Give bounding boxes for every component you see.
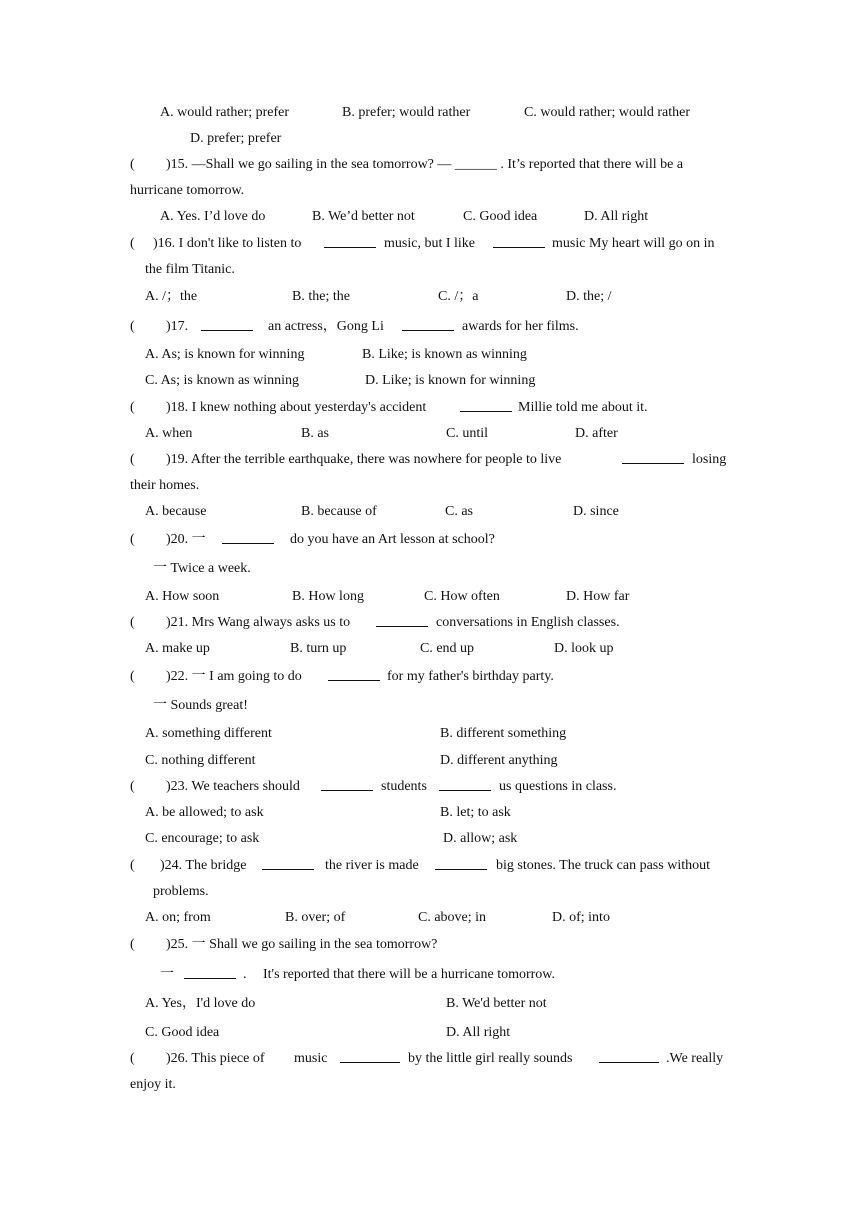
q21-option-d: D. look up	[554, 641, 614, 656]
q20-paren: (	[130, 532, 135, 547]
q24-option-b: B. over; of	[285, 910, 346, 925]
q17-blank-1	[201, 318, 253, 331]
q21-stem-part2: conversations in English classes.	[436, 615, 620, 630]
q23-option-b: B. let; to ask	[440, 805, 511, 820]
q14-option-c: C. would rather; would rather	[524, 105, 691, 120]
q24-blank-1	[262, 857, 314, 870]
q25-paren: (	[130, 937, 135, 952]
q18-paren: (	[130, 400, 135, 415]
q15-paren: (	[130, 157, 135, 172]
q26-stem-part4: .We really	[666, 1051, 724, 1066]
q18-option-d: D. after	[575, 426, 618, 441]
q22-stem-part1: )22. 一 I am going to do	[166, 669, 302, 684]
q19-option-c: C. as	[445, 504, 473, 519]
q15-stem: )15. —Shall we go sailing in the sea tomorrow? — ______ . It’s reported that there will be a	[166, 157, 684, 172]
q15-option-b: B. We’d better not	[312, 209, 415, 224]
q19-option-a: A. because	[145, 504, 207, 519]
q22-option-c: C. nothing different	[145, 753, 256, 768]
q20-option-b: B. How long	[292, 589, 364, 604]
q16-option-d: D. the; /	[566, 289, 612, 304]
q21-stem-part1: )21. Mrs Wang always asks us to	[166, 615, 351, 630]
q16-option-c: C. /；a	[438, 289, 479, 304]
q22-option-b: B. different something	[440, 726, 567, 741]
q21-option-a: A. make up	[145, 641, 210, 656]
q17-blank-2	[402, 318, 454, 331]
q14-option-a: A. would rather; prefer	[160, 105, 290, 120]
q26-blank-2	[599, 1050, 659, 1063]
q18-blank	[460, 399, 512, 412]
q16-paren: (	[130, 236, 135, 251]
q26-blank-1	[340, 1050, 400, 1063]
q17-option-d: D. Like; is known for winning	[365, 373, 536, 388]
q26-paren: (	[130, 1051, 135, 1066]
q22-paren: (	[130, 669, 135, 684]
q26-stem-cont: enjoy it.	[130, 1077, 176, 1092]
q16-stem-part2: music, but I like	[384, 236, 475, 251]
q17-stem-part2: an actress，Gong Li	[268, 319, 384, 334]
q25-reply-text: It's reported that there will be a hurricane tomorrow.	[263, 967, 556, 982]
q24-stem-part1: )24. The bridge	[160, 858, 247, 873]
q24-option-d: D. of; into	[552, 910, 610, 925]
q19-stem-cont: their homes.	[130, 478, 200, 493]
q23-option-a: A. be allowed; to ask	[145, 805, 264, 820]
q20-reply: 一 Twice a week.	[153, 561, 251, 576]
q21-option-c: C. end up	[420, 641, 475, 656]
q26-stem-part1: )26. This piece of	[166, 1051, 265, 1066]
q23-paren: (	[130, 779, 135, 794]
q15-option-a: A. Yes. I’d love do	[160, 209, 266, 224]
q25-option-a: A. Yes，I'd love do	[145, 996, 256, 1011]
q22-reply: 一 Sounds great!	[153, 698, 248, 713]
q24-blank-2	[435, 857, 487, 870]
q23-stem-part1: )23. We teachers should	[166, 779, 300, 794]
q19-stem-part1: )19. After the terrible earthquake, there was nowhere for people to live	[166, 452, 562, 467]
q20-option-a: A. How soon	[145, 589, 220, 604]
q26-stem-part3: by the little girl really sounds	[408, 1051, 573, 1066]
q19-blank	[622, 451, 684, 464]
q25-stem: )25. 一 Shall we go sailing in the sea tomorrow?	[166, 937, 438, 952]
q17-option-a: A. As; is known for winning	[145, 347, 305, 362]
q24-option-c: C. above; in	[418, 910, 487, 925]
q25-option-b: B. We'd better not	[446, 996, 547, 1011]
q23-option-c: C. encourage; to ask	[145, 831, 260, 846]
q15-option-d: D. All right	[584, 209, 649, 224]
q17-paren: (	[130, 319, 135, 334]
q16-option-a: A. /；the	[145, 289, 198, 304]
q16-stem-part3: music My heart will go on in	[552, 236, 715, 251]
q19-paren: (	[130, 452, 135, 467]
q25-reply-period: .	[243, 967, 247, 982]
q19-option-b: B. because of	[301, 504, 377, 519]
q14-option-b: B. prefer; would rather	[342, 105, 471, 120]
q24-option-a: A. on; from	[145, 910, 211, 925]
q17-option-c: C. As; is known as winning	[145, 373, 300, 388]
q16-option-b: B. the; the	[292, 289, 350, 304]
q22-option-d: D. different anything	[440, 753, 558, 768]
q16-blank-2	[493, 235, 545, 248]
q15-stem-cont: hurricane tomorrow.	[130, 183, 245, 198]
q22-option-a: A. something different	[145, 726, 272, 741]
q17-stem-part1: )17.	[166, 319, 189, 334]
q24-paren: (	[130, 858, 135, 873]
q24-stem-part3: big stones. The truck can pass without	[496, 858, 710, 873]
q25-reply-dash: 一	[160, 967, 174, 982]
q17-option-b: B. Like; is known as winning	[362, 347, 527, 362]
q18-option-b: B. as	[301, 426, 329, 441]
q15-option-c: C. Good idea	[463, 209, 538, 224]
q21-paren: (	[130, 615, 135, 630]
q25-blank	[184, 966, 236, 979]
q19-option-d: D. since	[573, 504, 619, 519]
q25-option-d: D. All right	[446, 1025, 511, 1040]
q20-option-d: D. How far	[566, 589, 630, 604]
q26-stem-part2: music	[294, 1051, 328, 1066]
q25-option-c: C. Good idea	[145, 1025, 220, 1040]
q16-stem-cont: the film Titanic.	[145, 262, 235, 277]
q22-blank	[328, 668, 380, 681]
q21-option-b: B. turn up	[290, 641, 347, 656]
q20-stem-part2: do you have an Art lesson at school?	[290, 532, 495, 547]
q23-stem-part3: us questions in class.	[499, 779, 617, 794]
q20-stem-part1: )20. 一	[166, 532, 206, 547]
q18-stem-part2: Millie told me about it.	[518, 400, 648, 415]
q22-stem-part2: for my father's birthday party.	[387, 669, 554, 684]
q19-stem-part2: losing	[692, 452, 727, 467]
q14-option-d: D. prefer; prefer	[190, 131, 282, 146]
q16-blank-1	[324, 235, 376, 248]
q21-blank	[376, 614, 428, 627]
q18-option-c: C. until	[446, 426, 489, 441]
q23-stem-part2: students	[381, 779, 427, 794]
q24-stem-cont: problems.	[153, 884, 209, 899]
q20-option-c: C. How often	[424, 589, 500, 604]
q24-stem-part2: the river is made	[325, 858, 419, 873]
q18-stem-part1: )18. I knew nothing about yesterday's accident	[166, 400, 427, 415]
q23-blank-1	[321, 778, 373, 791]
q23-option-d: D. allow; ask	[443, 831, 518, 846]
q20-blank	[222, 531, 274, 544]
q18-option-a: A. when	[145, 426, 193, 441]
q16-stem-part1: )16. I don't like to listen to	[153, 236, 302, 251]
q23-blank-2	[439, 778, 491, 791]
q17-stem-part3: awards for her films.	[462, 319, 579, 334]
